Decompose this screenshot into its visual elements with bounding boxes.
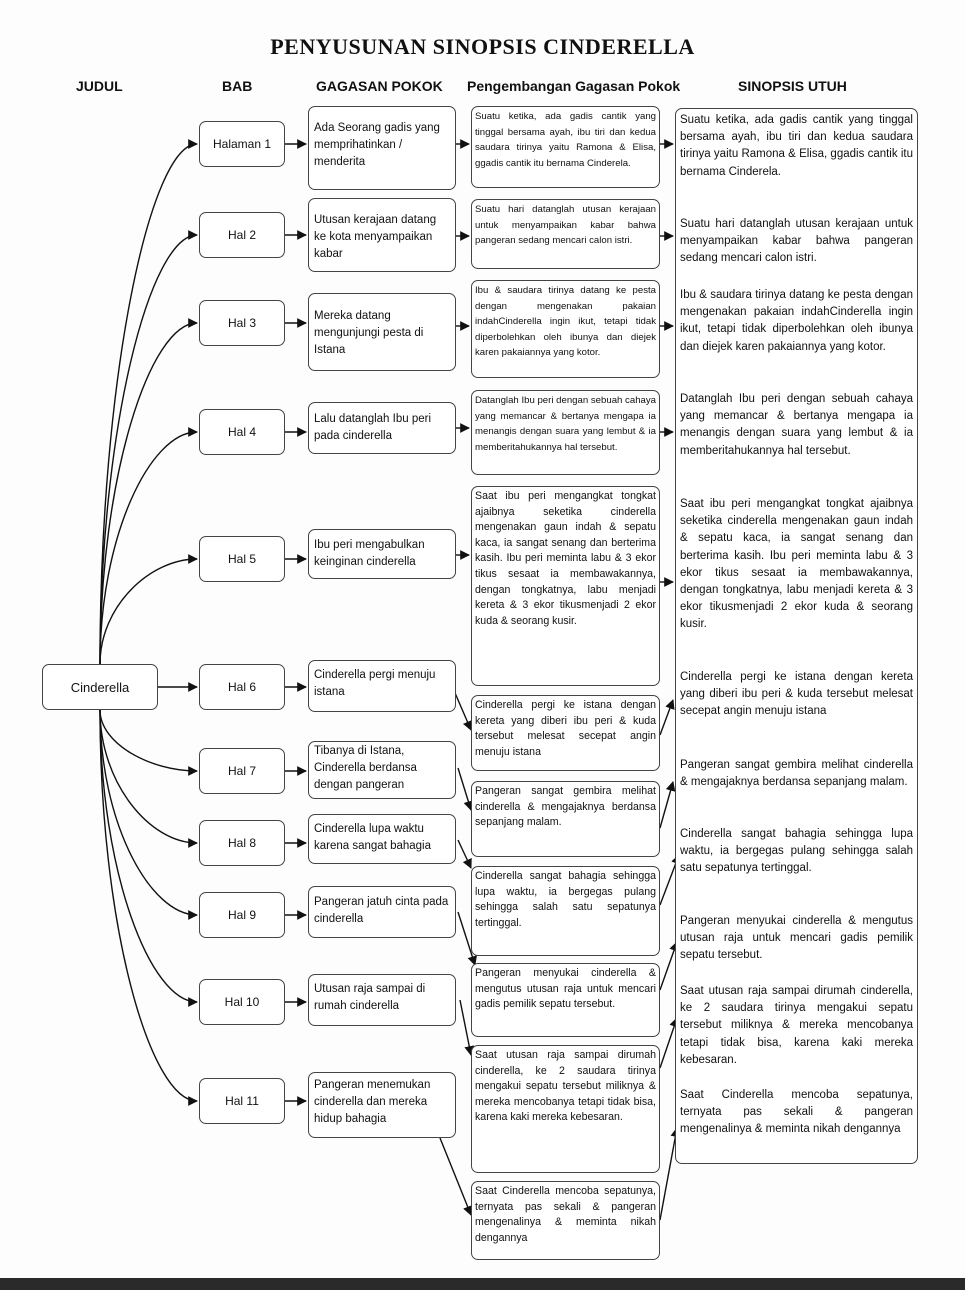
bab-node: Hal 8	[199, 820, 285, 866]
bab-node: Hal 11	[199, 1078, 285, 1124]
gagasan-to-pengembangan-connector	[440, 1138, 471, 1215]
bab-node: Hal 9	[199, 892, 285, 938]
sinopsis-paragraph: Cinderella pergi ke istana dengan kereta yang diberi ibu peri & kuda tersebut melesat secepat angin menuju istana	[680, 671, 913, 718]
header-pengembangan: Pengembangan Gagasan Pokok	[467, 78, 681, 94]
pengembangan-node: Saat ibu peri mengangkat tongkat ajaibnya seketika cinderella mengenakan gaun indah & sepatu kaca, ia sangat senang dan berterima kasih. Ibu peri meminta labu & 3 ekor tikus sesaat ia membawakannya, dengan tongkatnya, labu menjadi kereta & 3 ekor tikusmenjadi 2 ekor kuda & seorang kusir.	[471, 486, 660, 686]
header-bab: BAB	[222, 78, 253, 94]
gagasan-pokok-node: Tibanya di Istana, Cinderella berdansa dengan pangeran	[308, 741, 456, 799]
root-to-bab-connector	[100, 710, 197, 843]
header-sinopsis-utuh: SINOPSIS UTUH	[738, 78, 847, 94]
root-to-bab-connector	[100, 559, 197, 664]
bab-node: Hal 4	[199, 409, 285, 455]
gagasan-pokok-node: Utusan raja sampai di rumah cinderella	[308, 974, 456, 1026]
sinopsis-paragraph: Datanglah Ibu peri dengan sebuah cahaya yang memancar & bertanya mengapa ia menangis dengan suara yang lembut & ia memberitahukannya hal tersebut.	[680, 393, 913, 457]
sinopsis-paragraph: Suatu hari datanglah utusan kerajaan untuk menyampaikan kabar bahwa pangeran sedang mencari calon istri.	[680, 218, 913, 265]
gagasan-pokok-node: Cinderella pergi menuju istana	[308, 660, 456, 712]
root-to-bab-connector	[100, 323, 197, 664]
pengembangan-node: Ibu & saudara tirinya datang ke pesta dengan mengenakan pakaian indahCinderella ingin ikut, tetapi tidak diperbolehkan oleh ibunya dan diejek karen pakaiannya yang kotor.	[471, 280, 660, 378]
pengembangan-node: Saat Cinderella mencoba sepatunya, ternyata pas sekali & pangeran mengenalinya & meminta nikah dengannya	[471, 1181, 660, 1260]
gagasan-pokok-node: Mereka datang mengunjungi pesta di Istana	[308, 293, 456, 371]
gagasan-to-pengembangan-connector	[460, 1000, 471, 1055]
gagasan-pokok-node: Ada Seorang gadis yang memprihatinkan / menderita	[308, 106, 456, 190]
bab-node: Halaman 1	[199, 121, 285, 167]
bab-node: Hal 3	[199, 300, 285, 346]
sinopsis-paragraph: Pangeran sangat gembira melihat cinderella & mengajaknya berdansa sepanjang malam.	[680, 759, 913, 789]
header-gagasan-pokok: GAGASAN POKOK	[316, 78, 443, 94]
page-title: PENYUSUNAN SINOPSIS CINDERELLA	[270, 34, 695, 59]
root-to-bab-connector	[100, 710, 197, 1101]
bab-node: Hal 10	[199, 979, 285, 1025]
bab-node: Hal 5	[199, 536, 285, 582]
gagasan-pokok-node: Pangeran jatuh cinta pada cinderella	[308, 886, 456, 938]
pengembangan-node: Saat utusan raja sampai dirumah cinderella, ke 2 saudara tirinya mengakui sepatu tersebut miliknya & mereka mencobanya tetapi tidak bisa, karena kaki mereka kebesaran.	[471, 1045, 660, 1173]
pengembangan-node: Suatu hari datanglah utusan kerajaan untuk menyampaikan kabar bahwa pangeran sedang mencari calon istri.	[471, 199, 660, 269]
gagasan-to-pengembangan-connector	[458, 840, 471, 868]
header-judul: JUDUL	[76, 78, 123, 94]
root-to-bab-connector	[100, 235, 197, 664]
sinopsis-paragraph: Ibu & saudara tirinya datang ke pesta dengan mengenakan pakaian indahCinderella ingin ikut, tetapi tidak diperbolehkan oleh ibunya dan diejek karen pakaiannya yang kotor.	[680, 289, 913, 353]
sinopsis-paragraph: Pangeran menyukai cinderella & mengutus utusan raja untuk mencari gadis pemilik sepatu tersebut.	[680, 915, 913, 962]
gagasan-pokok-node: Pangeran menemukan cinderella dan mereka hidup bahagia	[308, 1072, 456, 1138]
bab-node: Hal 7	[199, 748, 285, 794]
root-to-bab-connector	[100, 144, 197, 664]
bab-node: Hal 6	[199, 664, 285, 710]
pengembangan-node: Cinderella sangat bahagia sehingga lupa waktu, ia bergegas pulang sehingga salah satu sepatunya tertinggal.	[471, 866, 660, 956]
gagasan-pokok-node: Lalu datanglah Ibu peri pada cinderella	[308, 402, 456, 454]
pengembangan-to-sinopsis-connector	[660, 700, 673, 735]
bottom-edge	[0, 1278, 965, 1290]
pengembangan-node: Cinderella pergi ke istana dengan kereta yang diberi ibu peri & kuda tersebut melesat secepat angin menuju istana	[471, 695, 660, 771]
pengembangan-node: Pangeran sangat gembira melihat cinderella & mengajaknya berdansa sepanjang malam.	[471, 781, 660, 857]
sinopsis-paragraph: Saat utusan raja sampai dirumah cinderella, ke 2 saudara tirinya mengakui sepatu tersebut miliknya & mereka mencobanya tetapi tidak bisa, karena kaki mereka kebesaran.	[680, 985, 913, 1066]
bab-node: Hal 2	[199, 212, 285, 258]
pengembangan-node: Suatu ketika, ada gadis cantik yang tinggal bersama ayah, ibu tiri dan kedua saudara tirinya yaitu Ramona & Elisa, ggadis cantik itu bernama Cinderela.	[471, 106, 660, 188]
root-to-bab-connector	[100, 710, 197, 1002]
pengembangan-node: Datanglah Ibu peri dengan sebuah cahaya yang memancar & bertanya mengapa ia menangis dengan suara yang lembut & ia memberitahukannya hal tersebut.	[471, 390, 660, 475]
gagasan-pokok-node: Cinderella lupa waktu karena sangat bahagia	[308, 814, 456, 864]
gagasan-pokok-node: Utusan kerajaan datang ke kota menyampaikan kabar	[308, 198, 456, 272]
sinopsis-paragraph: Cinderella sangat bahagia sehingga lupa waktu, ia bergegas pulang sehingga salah satu sepatunya tertinggal.	[680, 828, 913, 875]
gagasan-pokok-node: Ibu peri mengabulkan keinginan cinderella	[308, 529, 456, 579]
sinopsis-paragraph: Saat Cinderella mencoba sepatunya, ternyata pas sekali & pangeran mengenalinya & meminta nikah dengannya	[680, 1089, 913, 1136]
pengembangan-node: Pangeran menyukai cinderella & mengutus utusan raja untuk mencari gadis pemilik sepatu tersebut.	[471, 963, 660, 1037]
root-node-cinderella: Cinderella	[42, 664, 158, 710]
root-to-bab-connector	[100, 710, 197, 771]
gagasan-to-pengembangan-connector	[458, 768, 471, 810]
sinopsis-paragraph: Suatu ketika, ada gadis cantik yang tinggal bersama ayah, ibu tiri dan kedua saudara tirinya yaitu Ramona & Elisa, ggadis cantik itu bernama Cinderela.	[680, 114, 913, 178]
root-to-bab-connector	[100, 432, 197, 664]
pengembangan-to-sinopsis-connector	[660, 782, 673, 828]
sinopsis-paragraph: Saat ibu peri mengangkat tongkat ajaibnya seketika cinderella mengenakan gaun indah & sepatu kaca, ia sangat senang dan berterima kasih. Ibu peri meminta labu & 3 ekor tikus sesaat ia membawakannya, dengan tongkatnya, labu menjadi kereta & 3 ekor tikusmenjadi 2 ekor kuda & seorang kusir.	[680, 498, 913, 631]
